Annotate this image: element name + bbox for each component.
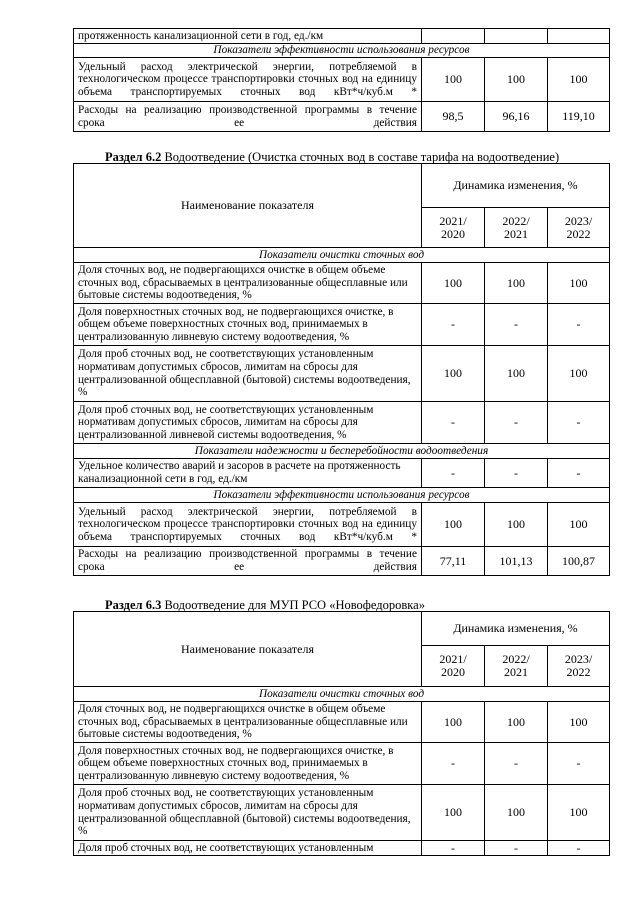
table-row-name: Доля сточных вод, не подвергающихся очистке в общем объеме сточных вод, сбрасываемых в централизованные общесплавные или бытовые системы водоотведения, % [74,263,422,304]
group-title: Показатели эффективности использования ресурсов [74,488,610,503]
table-row-name: Расходы на реализацию производственной программы в течение срока ее действия [74,547,422,576]
value-cell: - [485,402,548,444]
column-header-period: 2023/ 2022 [548,208,610,248]
table-row-name: Доля поверхностных сточных вод, не подвергающихся очистке, в общем объеме поверхностных сточных вод, принимаемых в централизованную ливневую систему водоотведения, % [74,743,422,785]
column-header-dynamics: Динамика изменения, % [422,612,610,646]
column-header-name: Наименование показателя [74,612,422,687]
value-cell: 100 [548,503,610,547]
continued-table [73,28,609,132]
column-header-dynamics: Динамика изменения, % [422,164,610,208]
value-cell: - [548,841,610,856]
section-6-2-table [73,163,609,576]
group-title: Показатели очистки сточных вод [74,687,610,702]
value-cell: 100 [422,263,485,304]
column-header-period: 2023/ 2022 [548,646,610,687]
section-6-3-title [105,598,425,612]
value-cell: 98,5 [422,102,485,132]
value-cell: 100 [548,263,610,304]
value-cell: - [485,459,548,488]
column-header-period: 2022/ 2021 [485,208,548,248]
table-row-name: Доля проб сточных вод, не соответствующих установленным нормативам допустимых сбросов, лимитам на сбросы для централизованной общесплавной (бытовой) системы водоотведения, % [74,785,422,841]
value-cell: 100 [548,702,610,743]
value-cell: 100 [485,503,548,547]
table-row-name: Расходы на реализацию производственной программы в течение срока ее действия [74,102,422,132]
value-cell: 100,87 [548,547,610,576]
table-row-name: Удельное количество аварий и засоров в расчете на протяженность канализационной сети в год, ед./км [74,459,422,488]
value-cell: 100 [485,702,548,743]
value-cell: 100 [422,58,485,102]
value-cell: - [422,459,485,488]
value-cell: 100 [422,785,485,841]
table-row-name: Доля поверхностных сточных вод, не подвергающихся очистке, в общем объеме поверхностных сточных вод, принимаемых в централизованную ливневую систему водоотведения, % [74,304,422,346]
value-cell: - [548,743,610,785]
value-cell: 100 [422,346,485,402]
section-title-text: Водоотведение (Очистка сточных вод в составе тарифа на водоотведение) [161,150,560,164]
table-row-name: Доля проб сточных вод, не соответствующих установленным нормативам допустимых сбросов, лимитам на сбросы для централизованной ливневой системы водоотведения, % [74,402,422,444]
column-header-period: 2021/ 2020 [422,208,485,248]
section-label: Раздел 6.2 [105,150,162,164]
value-cell: - [548,304,610,346]
value-cell: 100 [485,263,548,304]
value-cell: 100 [485,58,548,102]
value-cell: 119,10 [548,102,610,132]
value-cell: - [485,743,548,785]
table-row-name: Доля проб сточных вод, не соответствующих установленным [74,841,422,856]
value-cell: 101,13 [485,547,548,576]
value-cell: 96,16 [485,102,548,132]
value-cell: - [422,841,485,856]
value-cell: 100 [422,702,485,743]
column-header-period: 2022/ 2021 [485,646,548,687]
value-cell: 100 [422,503,485,547]
table-row-name: протяженность канализационной сети в год, ед./км [74,29,422,44]
value-cell: - [422,743,485,785]
section-title-text: Водоотведение для МУП РСО «Новофедоровка» [161,598,425,612]
column-header-period: 2021/ 2020 [422,646,485,687]
section-6-2-title [105,150,559,164]
value-cell: 100 [485,785,548,841]
value-cell: 100 [548,346,610,402]
table-row-name: Доля сточных вод, не подвергающихся очистке в общем объеме сточных вод, сбрасываемых в централизованные общесплавные или бытовые системы водоотведения, % [74,702,422,743]
value-cell: 100 [548,785,610,841]
section-label: Раздел 6.3 [105,598,162,612]
section-6-3-table [73,611,609,856]
value-cell: - [485,304,548,346]
group-title: Показатели надежности и бесперебойности водоотведения [74,444,610,459]
group-title: Показатели очистки сточных вод [74,248,610,263]
value-cell: - [548,459,610,488]
value-cell: - [422,304,485,346]
value-cell: 100 [485,346,548,402]
table-row-name: Удельный расход электрической энергии, потребляемой в технологическом процессе транспортировки сточных вод на единицу объема транспортируемых сточных вод кВт*ч/куб.м * [74,503,422,547]
value-cell: - [485,841,548,856]
column-header-name: Наименование показателя [74,164,422,248]
table-row-name: Доля проб сточных вод, не соответствующих установленным нормативам допустимых сбросов, лимитам на сбросы для централизованной общесплавной (бытовой) системы водоотведения, % [74,346,422,402]
table-row-name: Удельный расход электрической энергии, потребляемой в технологическом процессе транспортировки сточных вод на единицу объема транспортируемых сточных вод кВт*ч/куб.м * [74,58,422,102]
value-cell: 100 [548,58,610,102]
value-cell: 77,11 [422,547,485,576]
value-cell: - [422,402,485,444]
value-cell: - [548,402,610,444]
group-title: Показатели эффективности использования ресурсов [74,44,610,58]
